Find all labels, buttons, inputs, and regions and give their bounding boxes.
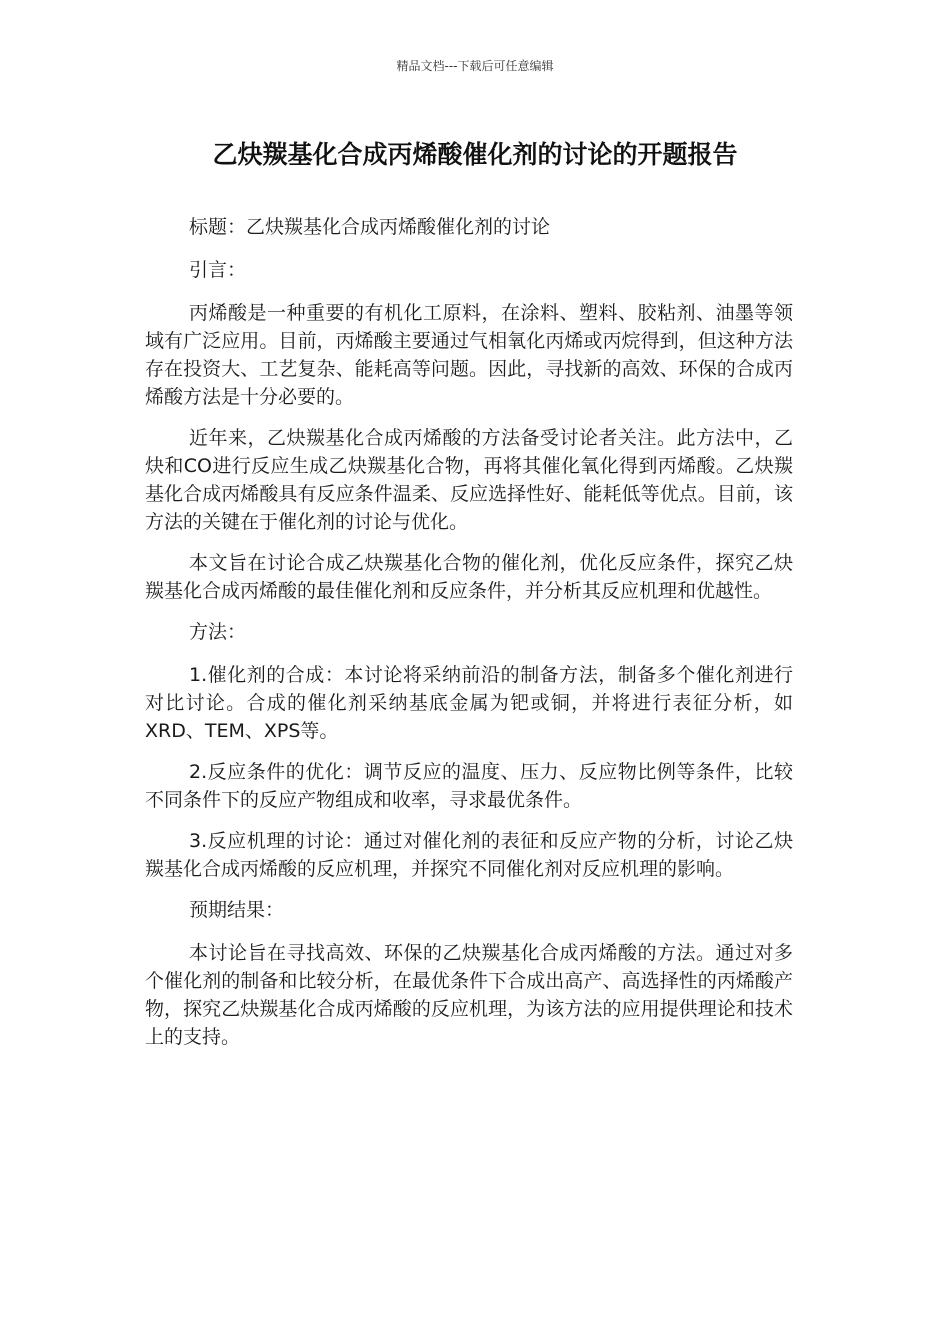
document-title: 乙炔羰基化合成丙烯酸催化剂的讨论的开题报告	[212, 140, 738, 169]
subject-line: 标题：乙炔羰基化合成丙烯酸催化剂的讨论	[189, 216, 551, 238]
results-heading: 预期结果：	[189, 899, 285, 921]
results-paragraph-1: 本讨论旨在寻找高效、环保的乙炔羰基化合成丙烯酸的方法。通过对多个催化剂的制备和比较分析，在最优条件下合成出高产、高选择性的丙烯酸产物，探究乙炔羰基化合成丙烯酸的反应机理，为该方法的应用提供理论和技术上的支持。	[145, 942, 793, 1048]
page-header-watermark: 精品文档---下载后可任意编辑	[396, 59, 554, 73]
document-body	[145, 213, 793, 1064]
intro-paragraph-1: 丙烯酸是一种重要的有机化工原料，在涂料、塑料、胶粘剂、油墨等领域有广泛应用。目前，丙烯酸主要通过气相氧化丙烯或丙烷得到，但这种方法存在投资大、工艺复杂、能耗高等问题。因此，寻找新的高效、环保的合成丙烯酸方法是十分必要的。	[145, 302, 793, 408]
method-paragraph-3: 3.反应机理的讨论：通过对催化剂的表征和反应产物的分析，讨论乙炔羰基化合成丙烯酸的反应机理，并探究不同催化剂对反应机理的影响。	[145, 830, 793, 880]
intro-paragraph-3: 本文旨在讨论合成乙炔羰基化合物的催化剂，优化反应条件，探究乙炔羰基化合成丙烯酸的最佳催化剂和反应条件，并分析其反应机理和优越性。	[145, 552, 793, 602]
method-heading: 方法：	[189, 621, 247, 643]
method-paragraph-2: 2.反应条件的优化：调节反应的温度、压力、反应物比例等条件，比较不同条件下的反应产物组成和收率，寻求最优条件。	[145, 761, 793, 811]
method-paragraph-1: 1.催化剂的合成：本讨论将采纳前沿的制备方法，制备多个催化剂进行对比讨论。合成的催化剂采纳基底金属为钯或铜，并将进行表征分析，如XRD、TEM、XPS等。	[145, 664, 793, 742]
intro-paragraph-2: 近年来，乙炔羰基化合成丙烯酸的方法备受讨论者关注。此方法中，乙炔和CO进行反应生成乙炔羰基化合物，再将其催化氧化得到丙烯酸。乙炔羰基化合成丙烯酸具有反应条件温柔、反应选择性好、能耗低等优点。目前，该方法的关键在于催化剂的讨论与优化。	[145, 427, 793, 533]
intro-heading: 引言：	[189, 259, 247, 281]
